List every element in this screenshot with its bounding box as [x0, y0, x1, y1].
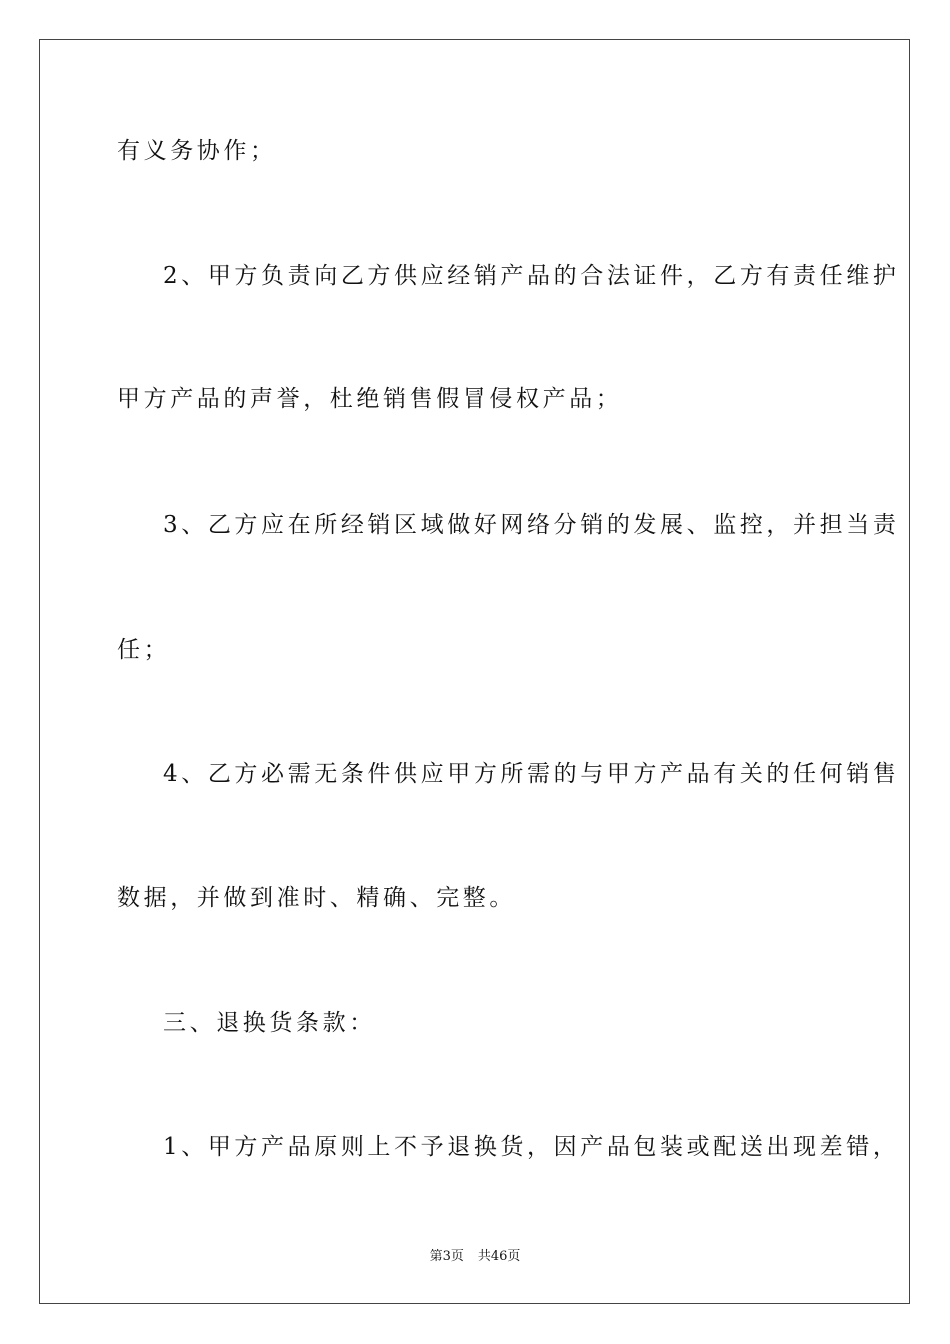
- paragraph-line: 1、甲方产品原则上不予退换货，因产品包装或配送出现差错，: [163, 1134, 900, 1160]
- paragraph-line: 任；: [117, 637, 171, 663]
- section-heading: 三、退换货条款：: [163, 1010, 376, 1036]
- paragraph-line: 有义务协作；: [117, 138, 277, 164]
- page-frame: [39, 39, 910, 1304]
- paragraph-line: 4、乙方必需无条件供应甲方所需的与甲方产品有关的任何销售: [163, 761, 900, 787]
- page-number: 第3页: [429, 1249, 464, 1264]
- page-total: 共46页: [477, 1249, 521, 1264]
- paragraph-line: 3、乙方应在所经销区域做好网络分销的发展、监控，并担当责: [163, 512, 900, 538]
- paragraph-line: 2、甲方负责向乙方供应经销产品的合法证件，乙方有责任维护: [163, 263, 900, 289]
- page-footer: [0, 1250, 950, 1263]
- paragraph-line: 甲方产品的声誉，杜绝销售假冒侵权产品；: [117, 386, 623, 412]
- paragraph-line: 数据，并做到准时、精确、完整。: [117, 885, 516, 911]
